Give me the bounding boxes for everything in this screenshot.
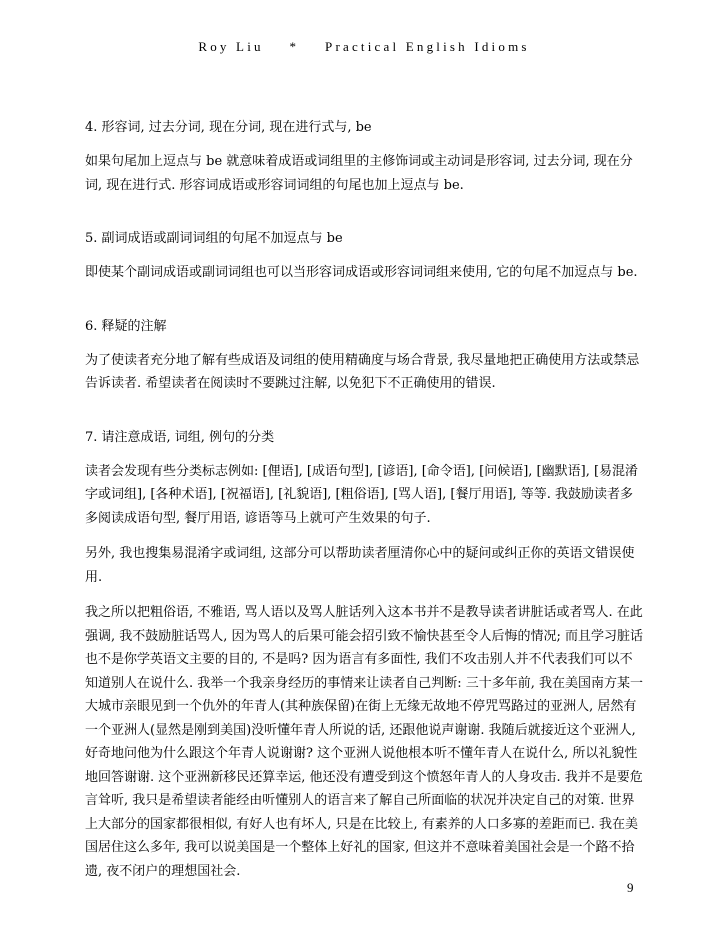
section-4-paragraph: 如果句尾加上逗点与 be 就意味着成语或词组里的主修饰词或主动词是形容词, 过去分词, 现在分词, 现在进行式. 形容词成语或形容词词组的句尾也加上逗点与 be.	[85, 154, 633, 193]
section-5-paragraph: 即使某个副词成语或副词词组也可以当形容词成语或形容词词组来使用, 它的句尾不加逗点与 be.	[85, 265, 638, 280]
section-heading-7: 7. 请注意成语, 词组, 例句的分类	[85, 429, 275, 445]
section-7-paragraph-1: 读者会发现有些分类标志例如: [俚语], [成语句型], [谚语], [命令语], [问候语], [幽默语], [易混淆字或词组], [各种术语], [祝福语], [礼貌语], [粗俗语], [骂人语], [餐厅用语], 等等. 我鼓励读者多多阅读成语句型, 餐厅用语, 谚语等马上就可产生效果的句子.	[85, 463, 639, 526]
page-body	[85, 116, 645, 883]
header-author: Roy Liu	[198, 39, 264, 54]
running-header	[0, 39, 728, 55]
section-7-paragraph-3: 我之所以把粗俗语, 不雅语, 骂人语以及骂人脏话列入这本书并不是教导读者讲脏话或者骂人. 在此强调, 我不鼓励脏话骂人, 因为骂人的后果可能会招引致不愉快甚至令人后悔的情况; 而且学习脏话也不是你学英语文主要的目的, 不是吗? 因为语言有多面性, 我们不攻击别人并不代表我们可以不知道别人在说什么. 我举一个我亲身经历的事情来让读者自己判断: 三十多年前, 我在美国南方某一大城市亲眼见到一个仇外的年青人(其种族保留)在街上无缘无故地不停咒骂路过的亚洲人, 居然有一个亚洲人(显然是刚到美国)没听懂年青人所说的话, 还跟他说声谢谢. 我随后就接近这个亚洲人, 好奇地问他为什么跟这个年青人说谢谢? 这个亚洲人说他根本听不懂年青人在说什么, 所以礼貌性地回答谢谢. 这个亚洲新移民还算幸运, 他还没有遭受到这个愤怒年青人的人身攻击. 我并不是要危言耸听, 我只是希望读者能经由听懂别人的语言来了解自己所面临的状况并决定自己的对策. 世界上大部分的国家都很相似, 有好人也有坏人, 只是在比较上, 有素养的人口多寡的差距而已. 我在美国居住这么多年, 我可以说美国是一个整体上好礼的国家, 但这并不意味着美国社会是一个路不拾遗, 夜不闭户的理想国社会.	[85, 605, 644, 879]
section-7-paragraph-2: 另外, 我也搜集易混淆字或词组, 这部分可以帮助读者厘清你心中的疑问或纠正你的英语文错误使用.	[85, 546, 635, 585]
section-heading-5: 5. 副词成语或副词词组的句尾不加逗点与 be	[85, 231, 343, 246]
page-number: 9	[627, 880, 634, 895]
header-separator: *	[289, 39, 300, 54]
section-6-paragraph: 为了使读者充分地了解有些成语及词组的使用精确度与场合背景, 我尽量地把正确使用方法或禁忌告诉读者. 希望读者在阅读时不要跳过注解, 以免犯下不正确使用的错误.	[85, 352, 640, 391]
header-book-title: Practical English Idioms	[325, 39, 530, 54]
section-heading-4: 4. 形容词, 过去分词, 现在分词, 现在进行式与, be	[85, 120, 372, 135]
section-heading-6: 6. 释疑的注解	[85, 318, 167, 334]
